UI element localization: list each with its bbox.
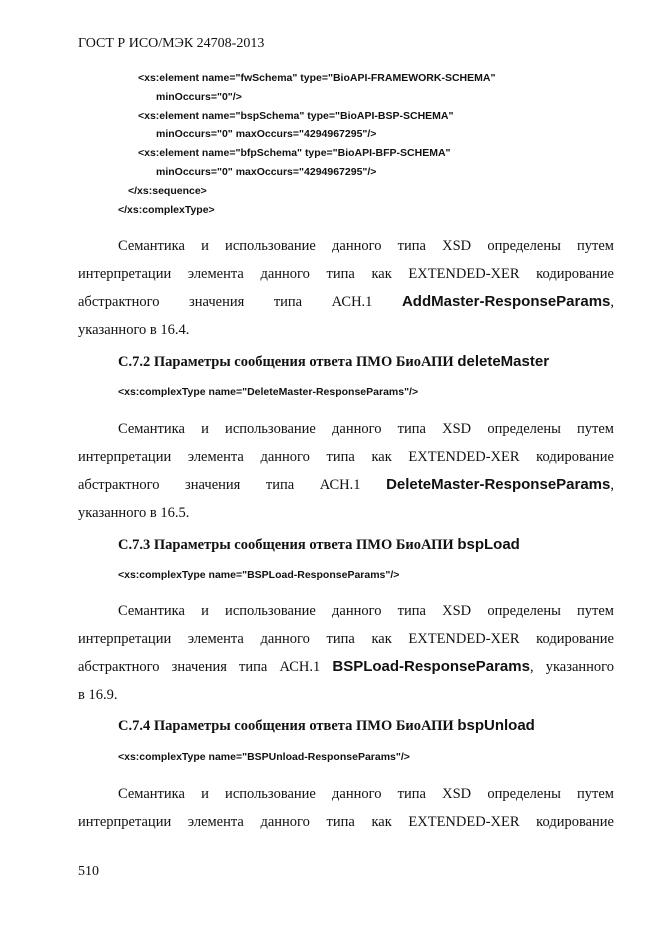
- code-line: </xs:complexType>: [118, 204, 215, 216]
- paragraph-line: указанного в 16.4.: [78, 321, 190, 338]
- punctuation: ,: [610, 477, 614, 493]
- code-line: <xs:element name="fwSchema" type="BioAPI-FRAMEWORK-SCHEMA": [138, 72, 496, 84]
- page-header: ГОСТ Р ИСО/МЭК 24708-2013: [78, 36, 265, 51]
- heading-keyword: bspLoad: [457, 536, 520, 553]
- code-line: <xs:element name="bspSchema" type="BioAPI-BSP-SCHEMA": [138, 110, 454, 122]
- paragraph-line: Семантика и использование данного типа XSD определены путем: [118, 421, 614, 437]
- code-line: <xs:complexType name="BSPUnload-ResponseParams"/>: [118, 751, 410, 763]
- code-line: <xs:complexType name="DeleteMaster-ResponseParams"/>: [118, 386, 419, 398]
- section-heading: [118, 353, 549, 371]
- section-heading: [118, 717, 535, 735]
- heading-text: С.7.4 Параметры сообщения ответа ПМО БиоАПИ: [118, 718, 458, 734]
- section-heading: [118, 536, 520, 554]
- page-number: 510: [78, 864, 99, 879]
- paragraph-line: [78, 653, 614, 682]
- paragraph-text: абстрактного значения типа АСН.1: [78, 477, 387, 493]
- heading-keyword: deleteMaster: [457, 353, 550, 370]
- paragraph-text: абстрактного значения типа АСН.1: [78, 659, 333, 675]
- type-name: AddMaster-ResponseParams: [401, 293, 611, 310]
- paragraph-line: Семантика и использование данного типа XSD определены путем: [118, 238, 614, 254]
- paragraph: [78, 233, 614, 344]
- punctuation: , указанного: [529, 659, 614, 675]
- heading-text: С.7.2 Параметры сообщения ответа ПМО БиоАПИ: [118, 354, 458, 370]
- paragraph-line: [78, 471, 614, 500]
- paragraph: [78, 781, 614, 836]
- type-name: DeleteMaster-ResponseParams: [386, 476, 611, 493]
- heading-keyword: bspUnload: [457, 717, 535, 734]
- paragraph-line: Семантика и использование данного типа XSD определены путем: [118, 603, 614, 619]
- paragraph-line: указанного в 16.5.: [78, 504, 190, 521]
- code-line: minOccurs="0" maxOccurs="4294967295"/>: [156, 166, 377, 178]
- paragraph-text: абстрактного значения типа АСН.1: [78, 294, 402, 310]
- punctuation: ,: [610, 294, 614, 310]
- code-line: <xs:complexType name="BSPLoad-ResponseParams"/>: [118, 569, 400, 581]
- paragraph: [78, 416, 614, 527]
- paragraph-line: в 16.9.: [78, 686, 118, 703]
- code-line: minOccurs="0"/>: [156, 91, 242, 103]
- code-line: </xs:sequence>: [128, 185, 207, 197]
- paragraph-line: интерпретации элемента данного типа как EXTENDED-XER кодирование: [78, 813, 614, 830]
- code-line: minOccurs="0" maxOccurs="4294967295"/>: [156, 128, 377, 140]
- paragraph-line: интерпретации элемента данного типа как EXTENDED-XER кодирование: [78, 448, 614, 465]
- type-name: BSPLoad-ResponseParams: [332, 658, 530, 675]
- paragraph-line: интерпретации элемента данного типа как EXTENDED-XER кодирование: [78, 630, 614, 647]
- paragraph: [78, 598, 614, 709]
- code-line: <xs:element name="bfpSchema" type="BioAPI-BFP-SCHEMA": [138, 147, 451, 159]
- paragraph-line: [78, 288, 614, 317]
- paragraph-line: Семантика и использование данного типа XSD определены путем: [118, 786, 614, 802]
- paragraph-line: интерпретации элемента данного типа как EXTENDED-XER кодирование: [78, 265, 614, 282]
- heading-text: С.7.3 Параметры сообщения ответа ПМО БиоАПИ: [118, 537, 458, 553]
